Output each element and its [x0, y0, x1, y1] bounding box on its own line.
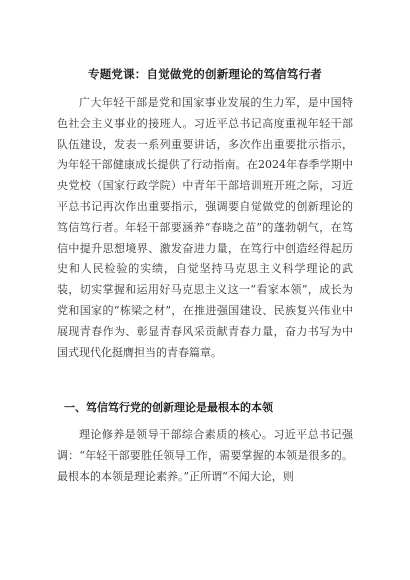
document-title: 专题党课：自觉做党的创新理论的笃信笃行者 [88, 67, 322, 81]
section-heading: 一、笃信笃行党的创新理论是最根本的本领 [64, 401, 273, 414]
intro-paragraph: 广大年轻干部是党和国家事业发展的生力军，是中国特色社会主义事业的接班人。习近平总书记高度重视年轻干部队伍建设，发表一系列重要讲话，多次作出重要批示指示，为年轻干部健康成长提供了行动指南。在2024年春季学期中央党校（国家行政学院）中青年干部培训班开班之际，习近平总书记再次作出重要指示，强调要自觉做党的创新理论的笃信笃行者。年轻干部要涵养“春晓之苗”的蓬勃朝气，在笃信中提升思想境界、激发奋进力量，在笃行中创造经得起历史和人民检验的实绩，自觉坚持马克思主义科学理论的武装，切实掌握和运用好马克思主义这一“看家本领”，成长为党和国家的“栋梁之材”，在推进强国建设、民族复兴伟业中展现青春作为、彰显青春风采贡献青春力量，奋力书写为中国式现代化挺膺担当的青春篇章。 [57, 96, 353, 359]
section-paragraph: 理论修养是领导干部综合素质的核心。习近平总书记强调：“年轻干部要胜任领导工作，需要掌握的本领是很多的。最根本的本领是理论素养。”正所谓“不闻大论，则 [57, 428, 353, 483]
